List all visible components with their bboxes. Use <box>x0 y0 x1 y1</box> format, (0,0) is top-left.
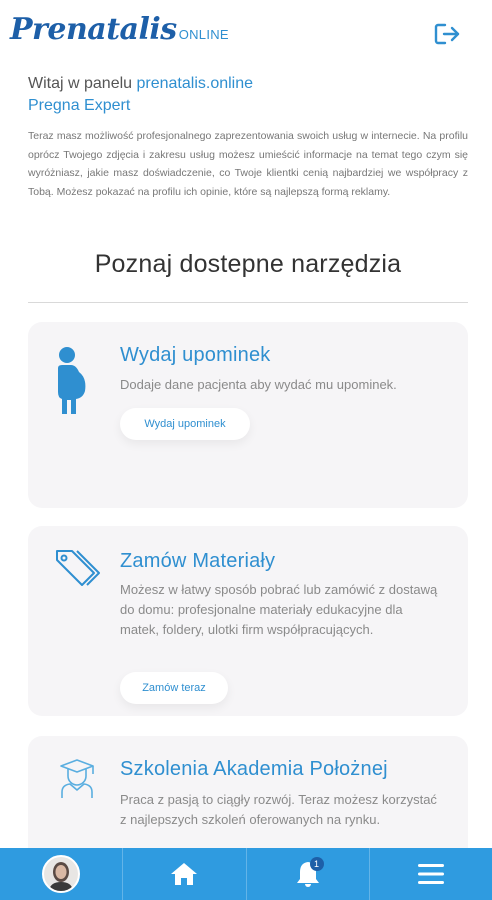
notification-badge: 1 <box>310 857 324 871</box>
card-order-materials <box>28 526 468 716</box>
logo-sub-text: ONLINE <box>178 27 229 42</box>
welcome-section <box>28 74 468 116</box>
order-now-button[interactable]: Zamów teraz <box>120 672 228 704</box>
card-description: Możesz w łatwy sposób pobrać lub zamówić z dostawą do domu: profesjonalne materiały edukacyjne dla matek, foldery, ulotki firm współpracujących. <box>120 582 438 637</box>
nav-home[interactable] <box>122 848 245 900</box>
card-title: Szkolenia Akademia Położnej <box>120 758 388 780</box>
section-divider <box>28 302 468 303</box>
card-give-gift <box>28 322 468 508</box>
logout-icon <box>434 22 462 46</box>
home-icon <box>170 862 198 886</box>
welcome-prefix: Witaj w panelu <box>28 75 137 92</box>
card-title: Zamów Materiały <box>120 550 276 572</box>
prenatalis-logo[interactable] <box>10 12 229 48</box>
card-title: Wydaj upominek <box>120 344 271 366</box>
nav-notifications[interactable] <box>246 848 369 900</box>
nav-profile[interactable] <box>0 848 122 900</box>
graduate-icon <box>58 758 96 798</box>
pregnant-woman-icon <box>54 346 88 414</box>
welcome-brand: prenatalis.online <box>136 75 254 92</box>
hamburger-icon <box>418 863 444 885</box>
welcome-heading <box>28 74 468 94</box>
card-description: Praca z pasją to ciągły rozwój. Teraz możesz korzystać z najlepszych szkoleń oferowanych na rynku. <box>120 792 437 827</box>
give-gift-button[interactable]: Wydaj upominek <box>120 408 250 440</box>
logo-main-text: Prenatalis <box>10 12 177 47</box>
tags-icon <box>54 548 102 588</box>
panel-name: Pregna Expert <box>28 97 131 114</box>
avatar <box>42 855 80 893</box>
card-description: Dodaje dane pacjenta aby wydać mu upominek. <box>120 377 397 392</box>
bottom-navigation <box>0 848 492 900</box>
logout-button[interactable] <box>434 22 462 46</box>
intro-text: Teraz masz możliwość profesjonalnego zaprezentowania swoich usług w internecie. Na profilu oprócz Twojego zdjęcia i zakresu usług możesz umieścić informacje na temat tego czym się wyróżniasz, jakie masz doświadczenie, co Twoje klientki cenią najbardziej we współpracy z Tobą. Możesz pokazać na profilu ich opinie, które są najlepszą formą reklamy. <box>28 130 468 198</box>
app-header <box>0 0 492 62</box>
tools-section-title: Poznaj dostepne narzędzia <box>94 250 402 278</box>
avatar-icon <box>44 857 78 891</box>
nav-menu[interactable] <box>369 848 492 900</box>
